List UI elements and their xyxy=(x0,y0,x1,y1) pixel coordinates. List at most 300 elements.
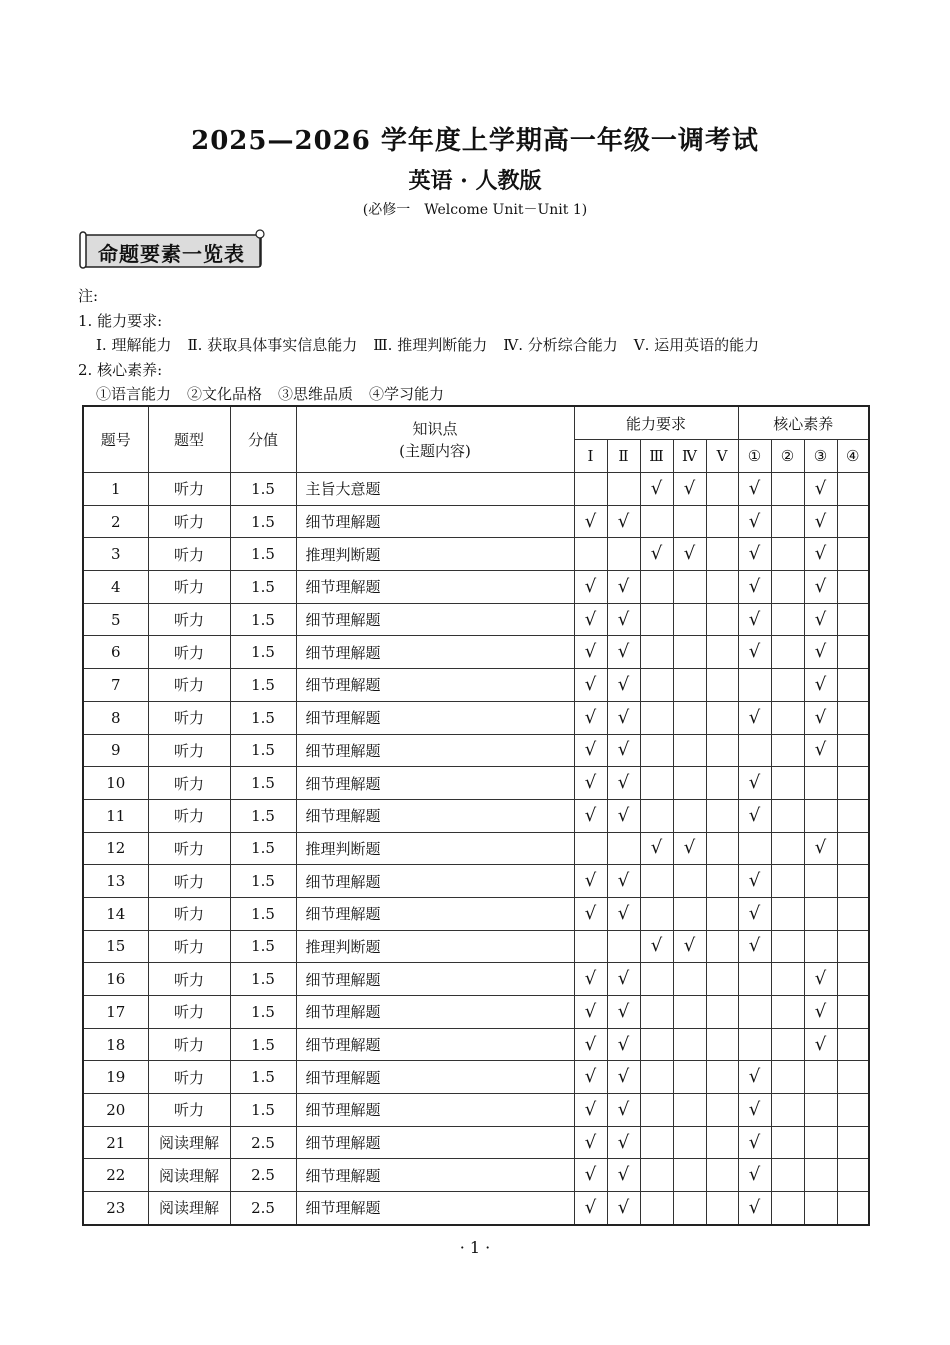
cell-type: 听力 xyxy=(148,963,230,996)
core-cell xyxy=(738,963,771,996)
cell-score: 1.5 xyxy=(230,538,296,571)
core-cell xyxy=(804,538,837,571)
cell-type: 听力 xyxy=(148,734,230,767)
ability-cell xyxy=(640,636,673,669)
check-mark: √ xyxy=(814,477,827,499)
check-mark: √ xyxy=(617,608,630,630)
cell-score: 1.5 xyxy=(230,1061,296,1094)
core-cell xyxy=(771,538,804,571)
header-core-col: ③ xyxy=(804,440,837,473)
core-cell xyxy=(738,1028,771,1061)
table-row xyxy=(83,636,869,669)
ability-cell xyxy=(607,930,640,963)
core-cell xyxy=(738,865,771,898)
check-mark: √ xyxy=(584,739,597,761)
ability-cell xyxy=(607,1061,640,1094)
ability-cell xyxy=(574,571,607,604)
ability-cell xyxy=(574,963,607,996)
core-cell xyxy=(804,505,837,538)
check-mark: √ xyxy=(748,1066,761,1088)
core-cell xyxy=(738,1192,771,1225)
ability-cell xyxy=(673,996,706,1029)
table-row xyxy=(83,701,869,734)
ability-cell xyxy=(607,897,640,930)
core-cell xyxy=(738,897,771,930)
ability-cell xyxy=(640,963,673,996)
cell-number: 13 xyxy=(83,865,148,898)
table-row xyxy=(83,734,869,767)
header-number: 题号 xyxy=(83,406,148,473)
core-cell xyxy=(837,1126,869,1159)
cell-score: 2.5 xyxy=(230,1159,296,1192)
header-ability-col: Ⅴ xyxy=(706,440,738,473)
core-cell xyxy=(738,996,771,1029)
exam-elements-table xyxy=(82,405,870,1226)
ability-cell xyxy=(706,963,738,996)
ability-cell xyxy=(640,538,673,571)
core-cell xyxy=(738,603,771,636)
ability-cell xyxy=(574,669,607,702)
ability-cell xyxy=(706,1061,738,1094)
ability-cell xyxy=(673,1061,706,1094)
core-cell xyxy=(804,767,837,800)
ability-cell xyxy=(640,1192,673,1225)
core-cell xyxy=(771,701,804,734)
check-mark: √ xyxy=(748,706,761,728)
check-mark: √ xyxy=(617,968,630,990)
table-row xyxy=(83,505,869,538)
ability-cell xyxy=(607,996,640,1029)
cell-number: 11 xyxy=(83,799,148,832)
core-cell xyxy=(837,832,869,865)
header-knowledge-line2: (主题内容) xyxy=(399,441,471,460)
core-item: ②文化品格 xyxy=(187,385,263,403)
check-mark: √ xyxy=(584,1164,597,1186)
cell-number: 23 xyxy=(83,1192,148,1225)
core-cell xyxy=(837,897,869,930)
cell-score: 2.5 xyxy=(230,1126,296,1159)
core-cell xyxy=(804,996,837,1029)
core-cell xyxy=(738,473,771,506)
ability-cell xyxy=(574,1159,607,1192)
ability-cell xyxy=(706,701,738,734)
core-cell xyxy=(771,1094,804,1127)
ability-cell xyxy=(640,1159,673,1192)
core-item: ①语言能力 xyxy=(96,385,172,403)
ability-cell xyxy=(607,505,640,538)
check-mark: √ xyxy=(617,510,630,532)
core-cell xyxy=(837,571,869,604)
ability-cell xyxy=(640,473,673,506)
cell-number: 16 xyxy=(83,963,148,996)
check-mark: √ xyxy=(617,1098,630,1120)
core-cell xyxy=(837,1159,869,1192)
table-row xyxy=(83,669,869,702)
ability-cell xyxy=(706,865,738,898)
ability-cell xyxy=(607,1126,640,1159)
cell-number: 12 xyxy=(83,832,148,865)
cell-score: 1.5 xyxy=(230,1028,296,1061)
check-mark: √ xyxy=(814,543,827,565)
check-mark: √ xyxy=(617,1000,630,1022)
check-mark: √ xyxy=(584,608,597,630)
ability-cell xyxy=(607,963,640,996)
cell-score: 1.5 xyxy=(230,897,296,930)
core-cell xyxy=(804,669,837,702)
notes-block xyxy=(78,284,775,407)
cell-number: 5 xyxy=(83,603,148,636)
core-cell xyxy=(738,930,771,963)
cell-number: 10 xyxy=(83,767,148,800)
cell-topic: 细节理解题 xyxy=(296,1192,574,1225)
core-cell xyxy=(837,996,869,1029)
core-cell xyxy=(837,1192,869,1225)
core-cell xyxy=(837,1061,869,1094)
core-cell xyxy=(738,1159,771,1192)
table-row xyxy=(83,1094,869,1127)
ability-cell xyxy=(640,930,673,963)
cell-type: 听力 xyxy=(148,1028,230,1061)
check-mark: √ xyxy=(748,1098,761,1120)
cell-type: 听力 xyxy=(148,603,230,636)
cell-topic: 推理判断题 xyxy=(296,538,574,571)
check-mark: √ xyxy=(748,510,761,532)
ability-cell xyxy=(706,1094,738,1127)
cell-score: 1.5 xyxy=(230,603,296,636)
cell-number: 4 xyxy=(83,571,148,604)
cell-topic: 细节理解题 xyxy=(296,669,574,702)
check-mark: √ xyxy=(584,673,597,695)
header-ability-col: Ⅱ xyxy=(607,440,640,473)
ability-cell xyxy=(706,734,738,767)
cell-score: 1.5 xyxy=(230,865,296,898)
core-cell xyxy=(804,930,837,963)
ability-cell xyxy=(706,538,738,571)
header-core-col: ① xyxy=(738,440,771,473)
header-knowledge xyxy=(296,406,574,473)
ability-cell xyxy=(607,1028,640,1061)
cell-topic: 推理判断题 xyxy=(296,832,574,865)
header-ability-col: Ⅳ xyxy=(673,440,706,473)
check-mark: √ xyxy=(683,935,696,957)
header-ability-group: 能力要求 xyxy=(574,406,738,440)
core-cell xyxy=(837,505,869,538)
ability-cell xyxy=(706,799,738,832)
check-mark: √ xyxy=(584,902,597,924)
cell-score: 1.5 xyxy=(230,734,296,767)
ability-cell xyxy=(574,865,607,898)
cell-type: 听力 xyxy=(148,505,230,538)
cell-type: 听力 xyxy=(148,571,230,604)
ability-cell xyxy=(574,1094,607,1127)
ability-cell xyxy=(673,799,706,832)
core-cell xyxy=(804,603,837,636)
notes-heading: 注: xyxy=(78,287,99,305)
check-mark: √ xyxy=(617,673,630,695)
ability-cell xyxy=(574,1061,607,1094)
cell-score: 1.5 xyxy=(230,799,296,832)
ability-cell xyxy=(607,734,640,767)
cell-topic: 推理判断题 xyxy=(296,930,574,963)
core-cell xyxy=(804,1061,837,1094)
ability-cell xyxy=(574,1192,607,1225)
cell-type: 听力 xyxy=(148,996,230,1029)
check-mark: √ xyxy=(748,1196,761,1218)
header-ability-col: Ⅲ xyxy=(640,440,673,473)
ability-cell xyxy=(673,571,706,604)
ability-cell xyxy=(706,1192,738,1225)
check-mark: √ xyxy=(814,706,827,728)
core-cell xyxy=(771,865,804,898)
ability-cell xyxy=(640,799,673,832)
ability-cell xyxy=(574,505,607,538)
ability-item: Ⅱ. 获取具体事实信息能力 xyxy=(187,336,358,354)
ability-cell xyxy=(574,930,607,963)
core-item: ③思维品质 xyxy=(278,385,354,403)
core-cell xyxy=(771,734,804,767)
ability-cell xyxy=(607,799,640,832)
core-cell xyxy=(837,865,869,898)
header-core-col: ④ xyxy=(837,440,869,473)
ability-cell xyxy=(574,1126,607,1159)
ability-cell xyxy=(673,538,706,571)
cell-type: 听力 xyxy=(148,1094,230,1127)
ability-cell xyxy=(673,701,706,734)
core-cell xyxy=(804,897,837,930)
ability-cell xyxy=(673,1126,706,1159)
core-cell xyxy=(738,1126,771,1159)
check-mark: √ xyxy=(683,543,696,565)
check-mark: √ xyxy=(748,641,761,663)
cell-number: 18 xyxy=(83,1028,148,1061)
ability-legend xyxy=(78,333,775,358)
table-row xyxy=(83,799,869,832)
core-cell xyxy=(771,473,804,506)
ability-cell xyxy=(706,832,738,865)
table-row xyxy=(83,1028,869,1061)
core-cell xyxy=(771,571,804,604)
core-cell xyxy=(837,636,869,669)
core-cell xyxy=(771,669,804,702)
ability-item: Ⅴ. 运用英语的能力 xyxy=(633,336,760,354)
table-row xyxy=(83,473,869,506)
ability-cell xyxy=(640,832,673,865)
core-cell xyxy=(738,701,771,734)
core-legend xyxy=(78,382,775,407)
cell-score: 1.5 xyxy=(230,571,296,604)
ability-cell xyxy=(673,767,706,800)
ability-cell xyxy=(673,865,706,898)
ability-cell xyxy=(673,669,706,702)
cell-type: 听力 xyxy=(148,930,230,963)
core-cell xyxy=(804,1126,837,1159)
check-mark: √ xyxy=(748,1131,761,1153)
core-cell xyxy=(771,636,804,669)
core-cell xyxy=(804,963,837,996)
ability-cell xyxy=(640,701,673,734)
check-mark: √ xyxy=(617,575,630,597)
check-mark: √ xyxy=(814,1000,827,1022)
table-row xyxy=(83,996,869,1029)
ability-cell xyxy=(673,636,706,669)
ability-cell xyxy=(607,571,640,604)
ability-cell xyxy=(706,1028,738,1061)
ability-cell xyxy=(574,538,607,571)
cell-number: 22 xyxy=(83,1159,148,1192)
check-mark: √ xyxy=(584,968,597,990)
ability-cell xyxy=(640,571,673,604)
check-mark: √ xyxy=(748,477,761,499)
check-mark: √ xyxy=(650,543,663,565)
table-row xyxy=(83,767,869,800)
check-mark: √ xyxy=(814,641,827,663)
ability-cell xyxy=(706,1159,738,1192)
core-cell xyxy=(804,865,837,898)
check-mark: √ xyxy=(748,772,761,794)
ability-cell xyxy=(706,669,738,702)
check-mark: √ xyxy=(584,772,597,794)
ability-cell xyxy=(607,1159,640,1192)
check-mark: √ xyxy=(584,641,597,663)
cell-type: 听力 xyxy=(148,865,230,898)
core-cell xyxy=(771,505,804,538)
header-ability-col: Ⅰ xyxy=(574,440,607,473)
cell-score: 1.5 xyxy=(230,701,296,734)
cell-topic: 细节理解题 xyxy=(296,996,574,1029)
ability-cell xyxy=(640,734,673,767)
check-mark: √ xyxy=(617,870,630,892)
cell-score: 1.5 xyxy=(230,963,296,996)
cell-topic: 细节理解题 xyxy=(296,571,574,604)
core-cell xyxy=(804,1159,837,1192)
ability-cell xyxy=(706,1126,738,1159)
cell-number: 7 xyxy=(83,669,148,702)
core-cell xyxy=(738,505,771,538)
core-cell xyxy=(771,963,804,996)
check-mark: √ xyxy=(617,772,630,794)
core-cell xyxy=(804,473,837,506)
check-mark: √ xyxy=(814,968,827,990)
header-knowledge-line1: 知识点 xyxy=(412,419,458,438)
header-type: 题型 xyxy=(148,406,230,473)
ability-cell xyxy=(673,473,706,506)
cell-score: 1.5 xyxy=(230,930,296,963)
core-cell xyxy=(804,1192,837,1225)
cell-number: 6 xyxy=(83,636,148,669)
ability-cell xyxy=(640,505,673,538)
cell-topic: 细节理解题 xyxy=(296,799,574,832)
check-mark: √ xyxy=(683,477,696,499)
core-cell xyxy=(804,1028,837,1061)
ability-cell xyxy=(706,996,738,1029)
ability-cell xyxy=(706,473,738,506)
table-row xyxy=(83,897,869,930)
table-row xyxy=(83,603,869,636)
ability-cell xyxy=(607,865,640,898)
table-row xyxy=(83,963,869,996)
cell-number: 1 xyxy=(83,473,148,506)
cell-topic: 细节理解题 xyxy=(296,636,574,669)
core-cell xyxy=(837,767,869,800)
check-mark: √ xyxy=(617,1066,630,1088)
cell-number: 14 xyxy=(83,897,148,930)
ability-item: Ⅰ. 理解能力 xyxy=(96,336,172,354)
core-cell xyxy=(771,1028,804,1061)
core-cell xyxy=(837,734,869,767)
ability-cell xyxy=(706,767,738,800)
core-cell xyxy=(804,832,837,865)
core-cell xyxy=(771,767,804,800)
check-mark: √ xyxy=(748,935,761,957)
check-mark: √ xyxy=(584,575,597,597)
core-cell xyxy=(771,799,804,832)
check-mark: √ xyxy=(584,706,597,728)
cell-score: 1.5 xyxy=(230,832,296,865)
ability-cell xyxy=(706,571,738,604)
core-cell xyxy=(771,897,804,930)
ability-cell xyxy=(607,473,640,506)
cell-topic: 细节理解题 xyxy=(296,767,574,800)
cell-type: 听力 xyxy=(148,799,230,832)
core-cell xyxy=(771,1192,804,1225)
core-cell xyxy=(804,1094,837,1127)
ability-cell xyxy=(673,1094,706,1127)
core-cell xyxy=(804,734,837,767)
check-mark: √ xyxy=(617,706,630,728)
cell-score: 1.5 xyxy=(230,1094,296,1127)
check-mark: √ xyxy=(584,870,597,892)
core-cell xyxy=(738,1061,771,1094)
core-cell xyxy=(738,799,771,832)
page-title: 2025—2026 学年度上学期高一年级一调考试 xyxy=(191,126,759,156)
check-mark: √ xyxy=(584,510,597,532)
core-cell xyxy=(738,832,771,865)
cell-number: 2 xyxy=(83,505,148,538)
cell-topic: 细节理解题 xyxy=(296,734,574,767)
table-row xyxy=(83,1061,869,1094)
cell-topic: 细节理解题 xyxy=(296,963,574,996)
core-cell xyxy=(837,930,869,963)
cell-type: 听力 xyxy=(148,538,230,571)
ability-cell xyxy=(574,897,607,930)
ability-cell xyxy=(607,669,640,702)
ability-cell xyxy=(574,636,607,669)
ability-cell xyxy=(607,1094,640,1127)
ability-cell xyxy=(673,1192,706,1225)
check-mark: √ xyxy=(617,1033,630,1055)
check-mark: √ xyxy=(650,837,663,859)
core-cell xyxy=(771,1159,804,1192)
core-cell xyxy=(771,603,804,636)
ability-cell xyxy=(574,996,607,1029)
cell-type: 听力 xyxy=(148,701,230,734)
core-cell xyxy=(771,1061,804,1094)
check-mark: √ xyxy=(748,804,761,826)
check-mark: √ xyxy=(584,804,597,826)
cell-topic: 细节理解题 xyxy=(296,865,574,898)
cell-type: 听力 xyxy=(148,767,230,800)
ability-cell xyxy=(706,603,738,636)
cell-score: 1.5 xyxy=(230,636,296,669)
ability-cell xyxy=(607,538,640,571)
core-cell xyxy=(804,636,837,669)
ability-cell xyxy=(640,603,673,636)
cell-number: 9 xyxy=(83,734,148,767)
table-row xyxy=(83,1126,869,1159)
core-cell xyxy=(804,799,837,832)
ability-cell xyxy=(673,897,706,930)
check-mark: √ xyxy=(584,1098,597,1120)
